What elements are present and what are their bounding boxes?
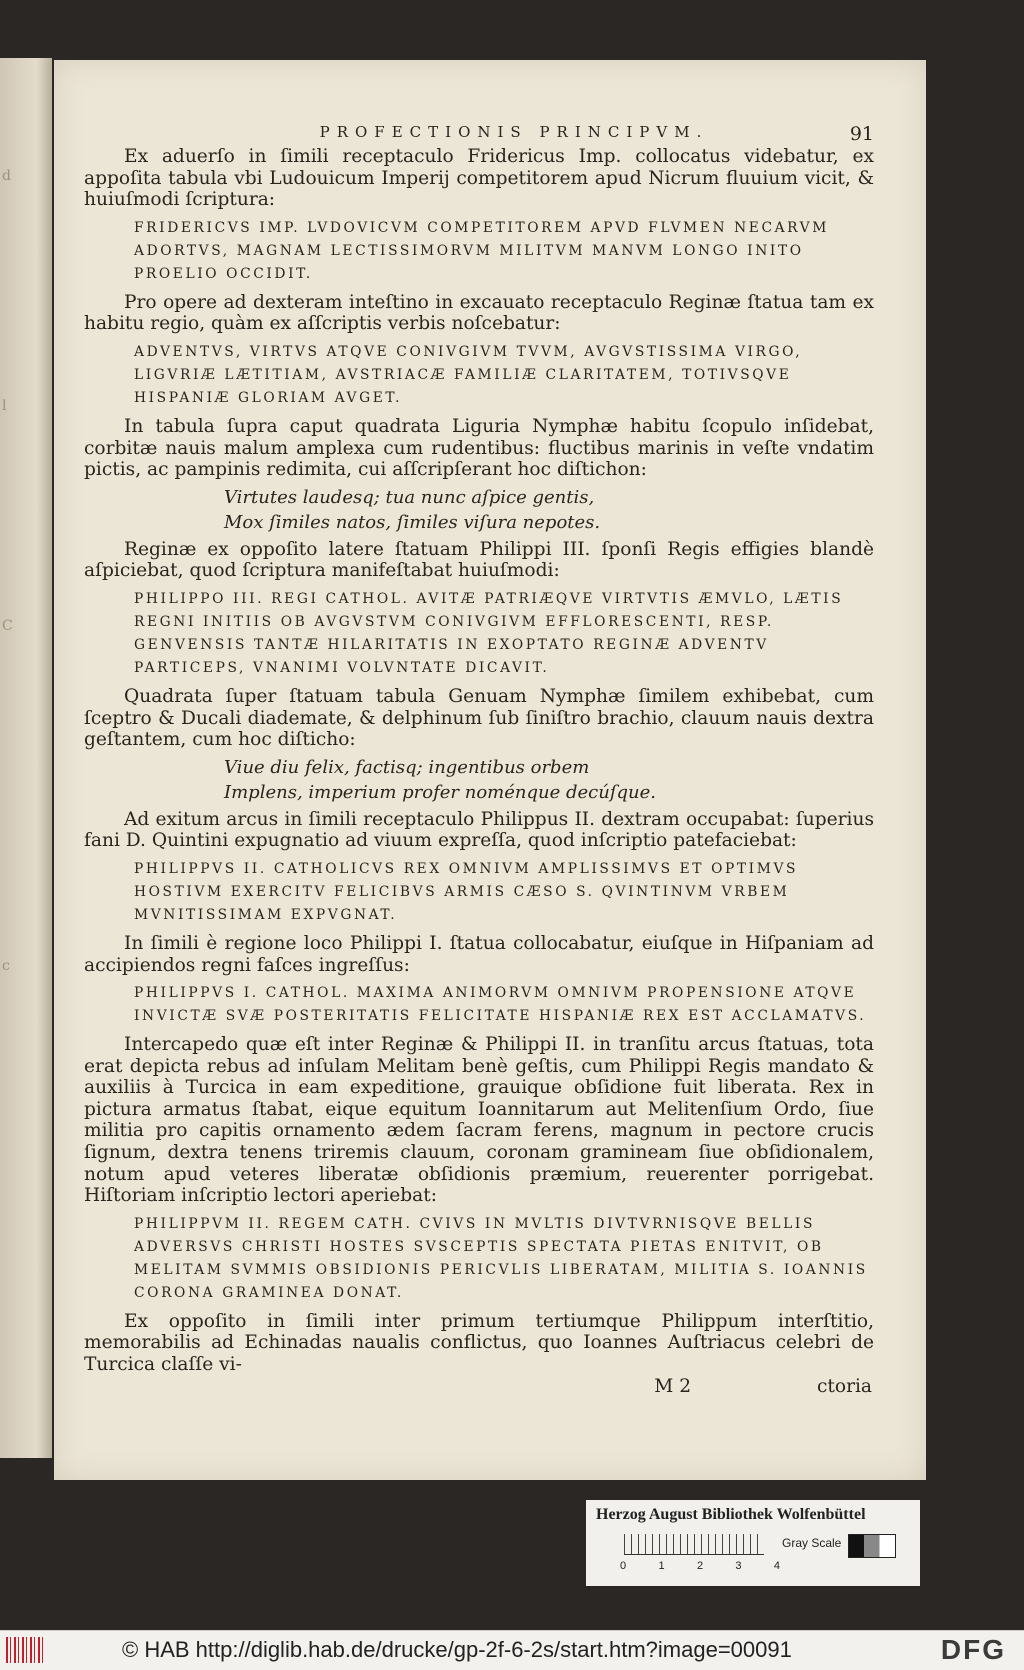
- previous-page-edge: [0, 58, 52, 1458]
- library-name: Herzog August Bibliothek Wolfenbüttel: [596, 1506, 866, 1523]
- paragraph: In ſimili è regione loco Philippi I. ſtatua collocabatur, eiuſque in Hiſpaniam ad accipiendos regni faſces ingreſſus:: [84, 932, 874, 976]
- paragraph: Quadrata ſuper ſtatuam tabula Genuam Nymphæ ſimilem exhibebat, cum ſceptro & Ducali diademate, & delphinum ſub ſiniſtro brachio, clauum nauis dextra geſtantem, cum hoc diſticho:: [84, 685, 874, 751]
- scale-ruler: [624, 1534, 764, 1555]
- inscription: ADVENTVS, VIRTVS ATQVE CONIVGIVM TVVM, AVGVSTISSIMA VIRGO, LIGVRIÆ LÆTITIAM, AVSTRIACÆ FAMILIÆ CLARITATEM, TOTIVSQVE HISPANIÆ GLORIAM AVGET.: [134, 343, 803, 406]
- paragraph: Intercapedo quæ eſt inter Reginæ & Philippi II. in tranſitu arcus ſtatuas, tota erat depicta rebus ad inſulam Melitam benè geſtis, cum Philippi Regis mandato & auxiliis à Turcica in eam expeditione, grauique obſidione fuit liberata. Rex in pictura armatus ſtabat, eique equitum Ioannitarum aut Melitenſium Ordo, ſiue militia pro capitis ornamento ædem ſacram ferens, magnum in pectore crucis ſignum, dextra tenens triremis clauum, coronam gramineam ſiue obſidionalem, notum apud veteres liberatæ obſidionis præmium, reuerenter porrigebat. Hiſtoriam inſcriptio lectori aperiebat:: [84, 1034, 874, 1207]
- viewer-footer: [0, 1630, 1024, 1670]
- inscription: PHILIPPVS I. CATHOL. MAXIMA ANIMORVM OMNIVM PROPENSIONE ATQVE INVICTÆ SVÆ POSTERITATIS FELICITATE HISPANIÆ REX EST ACCLAMATVS.: [134, 985, 867, 1025]
- page-text: [84, 122, 874, 1397]
- gray-scale-label: Gray Scale: [782, 1536, 842, 1550]
- catchword-line: [84, 1376, 874, 1398]
- edge-fragment: d: [2, 168, 11, 184]
- text-blocks: [84, 146, 874, 1376]
- inscription: PHILIPPO III. REGI CATHOL. AVITÆ PATRIÆQVE VIRTVTIS ÆMVLO, LÆTIS REGNI INITIIS OB AVGVSTVM CONIVGIVM EFFLORESCENTI, RESP. GENVENSIS TANTÆ HILARITATIS IN EXOPTATO REGINÆ ADVENTV PARTICEPS, VNANIMI VOLVNTATE DICAVIT.: [134, 590, 844, 676]
- inscription: FRIDERICVS IMP. LVDOVICVM COMPETITOREM APVD FLVMEN NECARVM ADORTVS, MAGNAM LECTISSIMORVM MILITVM MANVM LONGO INITO PROELIO OCCIDIT.: [134, 219, 829, 282]
- running-head-title: PROFECTIONIS PRINCIPVM.: [319, 123, 709, 141]
- gray-scale-swatch: [848, 1534, 896, 1558]
- catchword: ctoria: [816, 1375, 872, 1397]
- ruler-tick-label: 3: [735, 1560, 742, 1572]
- edge-fragment: c: [2, 958, 10, 974]
- hab-logo-icon: [6, 1637, 44, 1663]
- signature-mark: M 2: [654, 1375, 692, 1397]
- verse-line: Mox ſimiles natos, ſimiles viſura nepotes.: [224, 511, 601, 533]
- library-label: [586, 1500, 920, 1586]
- ruler-ticks: [620, 1560, 780, 1572]
- verse-line: Virtutes laudesq; tua nunc aſpice gentis,: [224, 486, 595, 508]
- ruler-tick-label: 0: [620, 1560, 627, 1572]
- verse-distich: [224, 755, 874, 805]
- ruler-tick-label: 2: [696, 1560, 704, 1572]
- inscription: PHILIPPVS II. CATHOLICVS REX OMNIVM AMPLISSIMVS ET OPTIMVS HOSTIVM EXERCITV FELICIBVS ARMIS CÆSO S. QVINTINVM VRBEM MVNITISSIMAM EXPVGNAT.: [134, 860, 799, 923]
- paragraph: Reginæ ex oppoſito latere ſtatuam Philippi III. ſponſi Regis effigies blandè aſpiciebat, quod ſcriptura manifeſtabat huiuſmodi:: [84, 538, 874, 582]
- paragraph: Pro opere ad dexteram inteſtino in excauato receptaculo Reginæ ſtatua tam ex habitu regio, quàm ex aſſcriptis verbis noſcebatur:: [84, 291, 874, 335]
- verse-distich: [224, 485, 874, 535]
- book-page: [54, 60, 926, 1480]
- verse-line: Implens, imperium profer noménque decúſque.: [224, 781, 656, 803]
- edge-fragment: l: [2, 398, 7, 414]
- paragraph: Ad exitum arcus in ſimili receptaculo Philippus II. dextram occupabat: ſuperius fani D. Quintini expugnatio ad viuum expreſſa, quod inſcriptio patefaciebat:: [84, 808, 874, 852]
- verse-line: Viue diu felix, factisq; ingentibus orbem: [224, 756, 590, 778]
- ruler-tick-label: 4: [773, 1560, 780, 1572]
- edge-fragment: C: [2, 618, 13, 634]
- paragraph: Ex aduerſo in ſimili receptaculo Fridericus Imp. collocatus videbatur, ex appoſita tabula vbi Ludouicum Imperij competitorem apud Nicrum fluuium vicit, & huiuſmodi ſcriptura:: [84, 146, 874, 211]
- page-number: 91: [849, 123, 874, 145]
- running-head: [84, 122, 874, 146]
- footer-credit[interactable]: © HAB http://diglib.hab.de/drucke/gp-2f-6-2s/start.htm?image=00091: [122, 1637, 792, 1662]
- paragraph: In tabula ſupra caput quadrata Liguria Nymphæ habitu ſcopulo inſidebat, corbitæ nauis malum amplexa cum rudentibus: fluctibus marinis in veſte vndatim pictis, ac pampinis redimita, cui aſſcripſerant hoc diſtichon:: [84, 415, 874, 481]
- inscription: PHILIPPVM II. REGEM CATH. CVIVS IN MVLTIS DIVTVRNISQVE BELLIS ADVERSVS CHRISTI HOSTES SVSCEPTIS SPECTATA PIETAS ENITVIT, OB MELITAM SVMMIS OBSIDIONIS PERICVLIS LIBERATAM, MILITIA S. IOANNIS CORONA GRAMINEA DONAT.: [134, 1215, 868, 1301]
- ruler-tick-label: 1: [658, 1560, 665, 1572]
- dfg-logo: DFG: [940, 1634, 1006, 1665]
- paragraph: Ex oppoſito in ſimili inter primum tertiumque Philippum interſtitio, memorabilis ad Echinadas naualis conflictus, quo Ioannes Auſtriacus celebri de Turcica claſſe vi-: [84, 1310, 874, 1376]
